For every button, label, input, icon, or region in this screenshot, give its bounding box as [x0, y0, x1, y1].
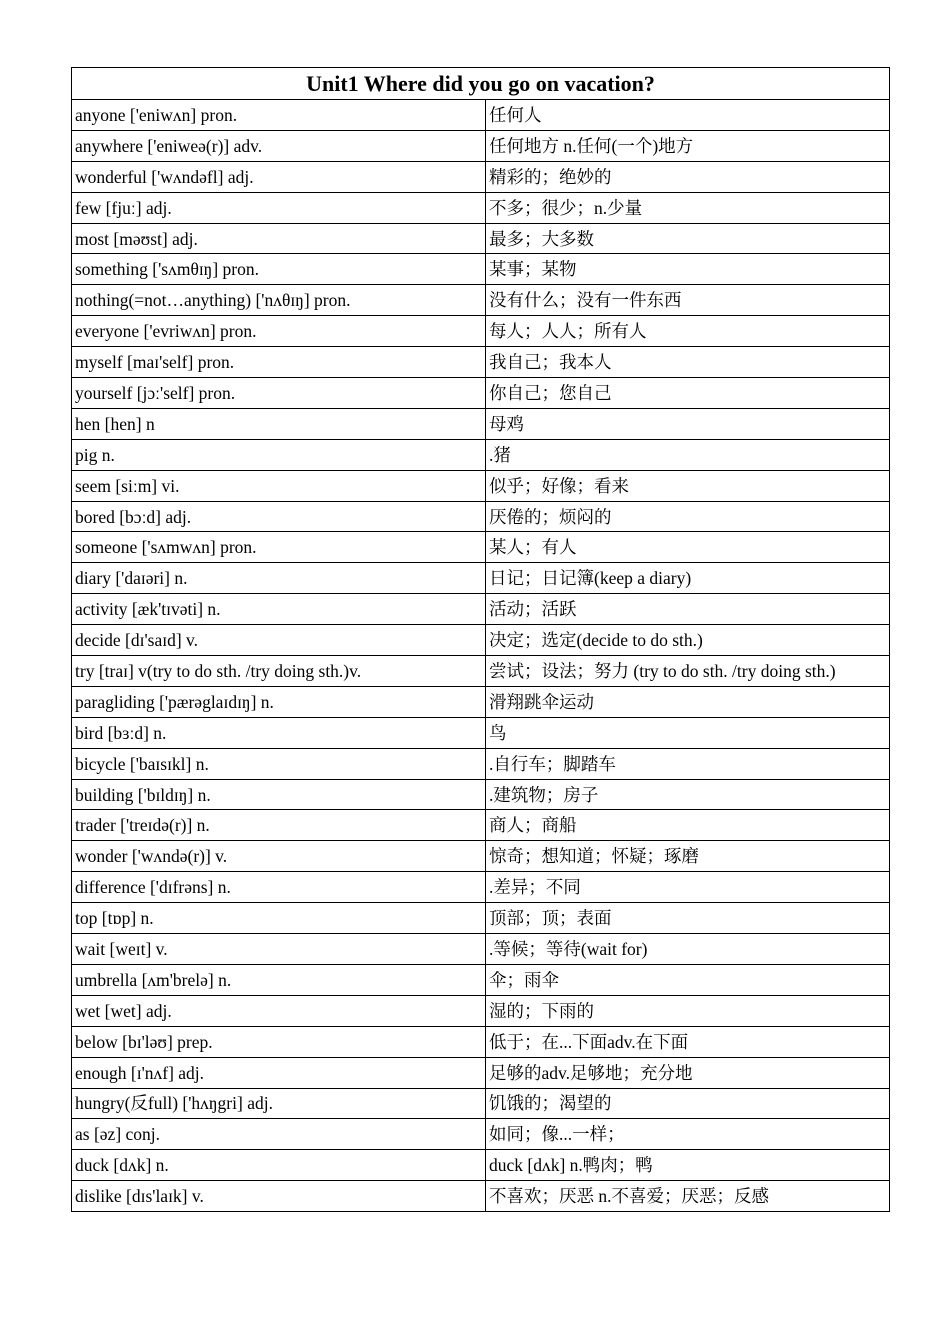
vocab-row: [72, 130, 890, 161]
title-row: [72, 68, 890, 100]
vocab-row: [72, 779, 890, 810]
vocab-meaning: 如同；像...一样；: [486, 1119, 890, 1150]
vocab-meaning: .建筑物；房子: [486, 779, 890, 810]
vocab-row: [72, 532, 890, 563]
vocab-word: everyone ['evriwʌn] pron.: [72, 316, 486, 347]
unit-title: Unit1 Where did you go on vacation?: [72, 68, 890, 100]
vocab-meaning: 饥饿的；渴望的: [486, 1088, 890, 1119]
vocab-word: most [məʊst] adj.: [72, 223, 486, 254]
vocab-meaning: 某事；某物: [486, 254, 890, 285]
vocab-row: [72, 192, 890, 223]
vocab-word: difference ['dɪfrəns] n.: [72, 872, 486, 903]
vocab-row: [72, 254, 890, 285]
vocab-row: [72, 378, 890, 409]
vocabulary-table: [71, 67, 890, 1212]
vocab-row: [72, 1057, 890, 1088]
vocab-meaning: 你自己；您自己: [486, 378, 890, 409]
vocab-row: [72, 439, 890, 470]
vocab-row: [72, 594, 890, 625]
vocab-row: [72, 748, 890, 779]
vocab-meaning: 决定；选定(decide to do sth.): [486, 625, 890, 656]
vocab-row: [72, 1181, 890, 1212]
vocab-meaning: 尝试；设法；努力 (try to do sth. /try doing sth.): [486, 656, 890, 687]
vocab-word: someone ['sʌmwʌn] pron.: [72, 532, 486, 563]
vocab-row: [72, 625, 890, 656]
vocab-meaning: 日记；日记簿(keep a diary): [486, 563, 890, 594]
vocab-meaning: 任何人: [486, 100, 890, 131]
vocab-meaning: 每人；人人；所有人: [486, 316, 890, 347]
vocab-row: [72, 285, 890, 316]
vocab-meaning: .差异；不同: [486, 872, 890, 903]
vocab-word: bored [bɔːd] adj.: [72, 501, 486, 532]
vocab-word: seem [siːm] vi.: [72, 470, 486, 501]
vocab-meaning: 湿的；下雨的: [486, 995, 890, 1026]
vocab-word: anywhere ['eniweə(r)] adv.: [72, 130, 486, 161]
vocab-word: hen [hen] n: [72, 408, 486, 439]
vocab-meaning: .等候；等待(wait for): [486, 934, 890, 965]
vocab-row: [72, 408, 890, 439]
vocab-word: myself [maɪ'self] pron.: [72, 347, 486, 378]
vocab-meaning: 任何地方 n.任何(一个)地方: [486, 130, 890, 161]
vocab-meaning: 最多；大多数: [486, 223, 890, 254]
vocab-row: [72, 501, 890, 532]
vocab-row: [72, 470, 890, 501]
vocab-meaning: 某人；有人: [486, 532, 890, 563]
vocab-meaning: 母鸡: [486, 408, 890, 439]
vocabulary-sheet: [71, 67, 889, 1212]
vocab-word: bicycle ['baɪsɪkl] n.: [72, 748, 486, 779]
vocab-row: [72, 316, 890, 347]
vocab-word: hungry(反full) ['hʌŋgri] adj.: [72, 1088, 486, 1119]
vocab-meaning: 没有什么；没有一件东西: [486, 285, 890, 316]
vocab-word: top [tɒp] n.: [72, 903, 486, 934]
vocab-word: duck [dʌk] n.: [72, 1150, 486, 1181]
vocab-meaning: 伞；雨伞: [486, 964, 890, 995]
vocab-row: [72, 995, 890, 1026]
vocab-meaning: 滑翔跳伞运动: [486, 686, 890, 717]
vocab-word: bird [bɜːd] n.: [72, 717, 486, 748]
vocab-row: [72, 347, 890, 378]
vocab-word: few [fjuː] adj.: [72, 192, 486, 223]
vocab-row: [72, 161, 890, 192]
vocab-word: dislike [dɪs'laɪk] v.: [72, 1181, 486, 1212]
vocab-meaning: duck [dʌk] n.鸭肉；鸭: [486, 1150, 890, 1181]
vocab-row: [72, 223, 890, 254]
vocab-row: [72, 964, 890, 995]
vocab-meaning: .猪: [486, 439, 890, 470]
vocab-row: [72, 841, 890, 872]
vocabulary-table-body: [72, 68, 890, 1212]
vocab-word: enough [ɪ'nʌf] adj.: [72, 1057, 486, 1088]
vocab-word: try [traɪ] v(try to do sth. /try doing sth.)v.: [72, 656, 486, 687]
vocab-row: [72, 934, 890, 965]
vocab-meaning: 厌倦的；烦闷的: [486, 501, 890, 532]
vocab-row: [72, 656, 890, 687]
vocab-word: decide [dɪ'saɪd] v.: [72, 625, 486, 656]
vocab-row: [72, 717, 890, 748]
vocab-word: yourself [jɔː'self] pron.: [72, 378, 486, 409]
vocab-word: diary ['daɪəri] n.: [72, 563, 486, 594]
vocab-meaning: 不喜欢；厌恶 n.不喜爱；厌恶；反感: [486, 1181, 890, 1212]
vocab-word: wonderful ['wʌndəfl] adj.: [72, 161, 486, 192]
vocab-meaning: 低于；在...下面adv.在下面: [486, 1026, 890, 1057]
vocab-meaning: 足够的adv.足够地；充分地: [486, 1057, 890, 1088]
vocab-word: below [bɪ'ləʊ] prep.: [72, 1026, 486, 1057]
vocab-word: pig n.: [72, 439, 486, 470]
vocab-meaning: 我自己；我本人: [486, 347, 890, 378]
vocab-meaning: 不多；很少；n.少量: [486, 192, 890, 223]
vocab-meaning: 顶部；顶；表面: [486, 903, 890, 934]
vocab-meaning: 鸟: [486, 717, 890, 748]
vocab-word: umbrella [ʌm'brelə] n.: [72, 964, 486, 995]
vocab-row: [72, 810, 890, 841]
vocab-word: paragliding ['pærəglaɪdɪŋ] n.: [72, 686, 486, 717]
vocab-word: building ['bɪldɪŋ] n.: [72, 779, 486, 810]
vocab-word: nothing(=not…anything) ['nʌθɪŋ] pron.: [72, 285, 486, 316]
vocab-row: [72, 1088, 890, 1119]
vocab-row: [72, 903, 890, 934]
vocab-meaning: 活动；活跃: [486, 594, 890, 625]
vocab-row: [72, 563, 890, 594]
vocab-meaning: 惊奇；想知道；怀疑；琢磨: [486, 841, 890, 872]
vocab-word: anyone ['eniwʌn] pron.: [72, 100, 486, 131]
vocab-row: [72, 686, 890, 717]
vocab-row: [72, 100, 890, 131]
vocab-row: [72, 1026, 890, 1057]
vocab-word: trader ['treɪdə(r)] n.: [72, 810, 486, 841]
vocab-word: wet [wet] adj.: [72, 995, 486, 1026]
vocab-row: [72, 1119, 890, 1150]
vocab-word: as [əz] conj.: [72, 1119, 486, 1150]
vocab-word: wonder ['wʌndə(r)] v.: [72, 841, 486, 872]
vocab-meaning: 精彩的；绝妙的: [486, 161, 890, 192]
vocab-word: activity [æk'tɪvəti] n.: [72, 594, 486, 625]
vocab-row: [72, 1150, 890, 1181]
vocab-word: wait [weɪt] v.: [72, 934, 486, 965]
vocab-row: [72, 872, 890, 903]
vocab-meaning: .自行车；脚踏车: [486, 748, 890, 779]
vocab-meaning: 似乎；好像；看来: [486, 470, 890, 501]
vocab-meaning: 商人；商船: [486, 810, 890, 841]
vocab-word: something ['sʌmθɪŋ] pron.: [72, 254, 486, 285]
